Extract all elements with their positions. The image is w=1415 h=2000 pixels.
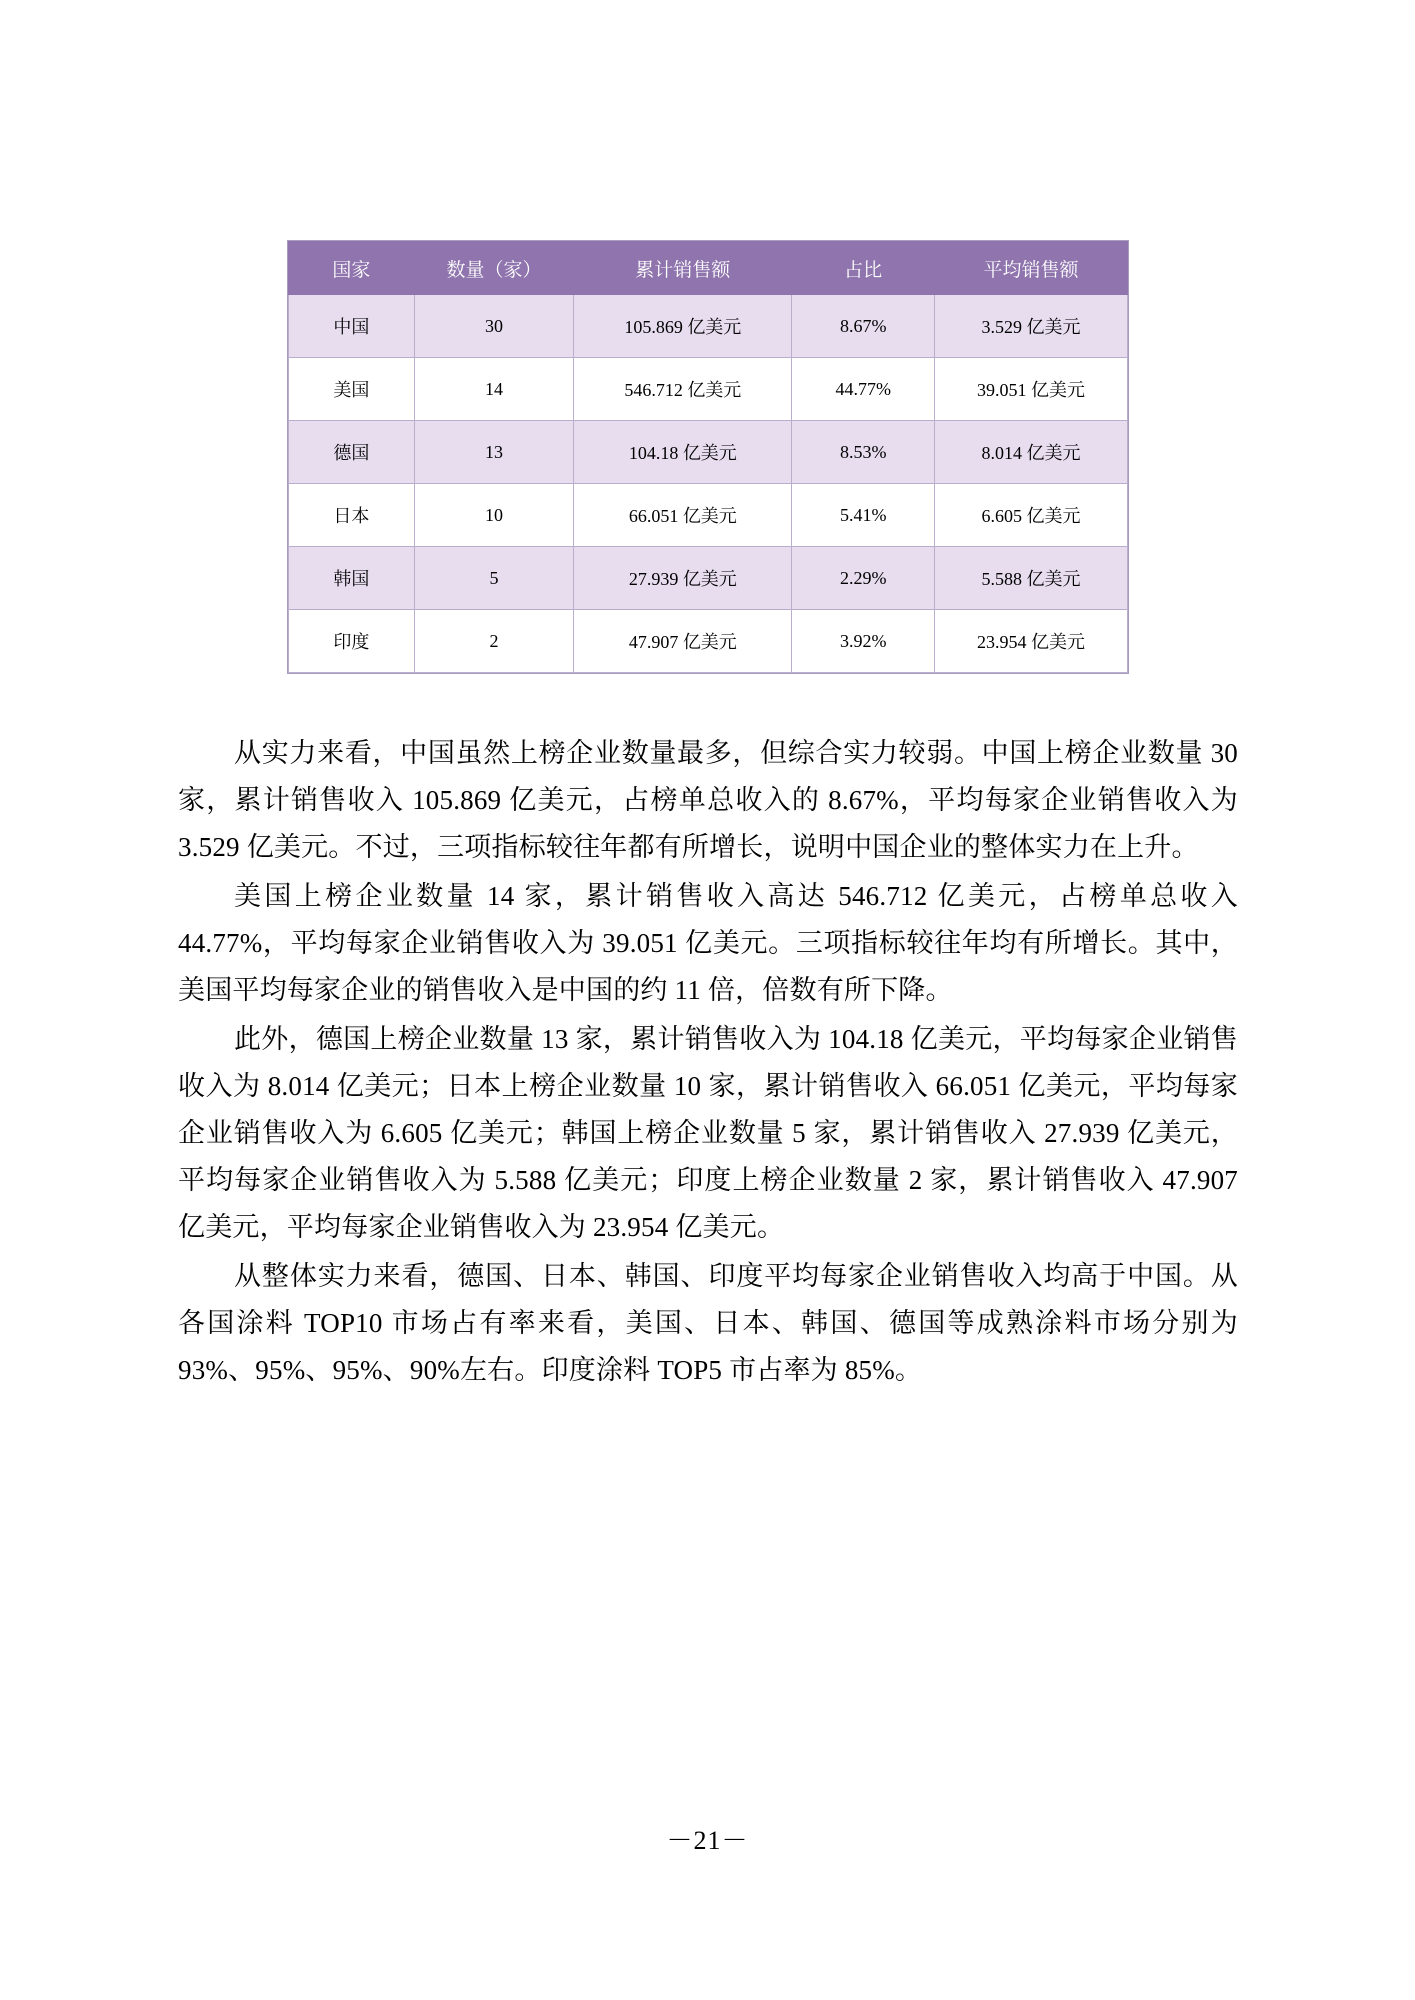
cell-sales: 66.051 亿美元 <box>574 484 792 547</box>
cell-share: 44.77% <box>792 358 935 421</box>
cell-country: 德国 <box>289 421 415 484</box>
table-row <box>289 547 1128 610</box>
paragraph: 此外，德国上榜企业数量 13 家，累计销售收入为 104.18 亿美元，平均每家企业销售收入为 8.014 亿美元；日本上榜企业数量 10 家，累计销售收入 66.051 亿美元，平均每家企业销售收入为 6.605 亿美元；韩国上榜企业数量 5 家，累计销售收入 27.939 亿美元，平均每家企业销售收入为 5.588 亿美元；印度上榜企业数量 2 家，累计销售收入 47.907 亿美元，平均每家企业销售收入为 23.954 亿美元。 <box>178 1024 1238 1242</box>
table-row <box>289 421 1128 484</box>
cell-average: 3.529 亿美元 <box>935 295 1128 358</box>
table-header-sales: 累计销售额 <box>574 242 792 295</box>
cell-average: 6.605 亿美元 <box>935 484 1128 547</box>
cell-share: 3.92% <box>792 610 935 673</box>
cell-count: 30 <box>414 295 573 358</box>
cell-share: 2.29% <box>792 547 935 610</box>
table-row <box>289 358 1128 421</box>
table-row <box>289 295 1128 358</box>
cell-share: 5.41% <box>792 484 935 547</box>
cell-average: 23.954 亿美元 <box>935 610 1128 673</box>
table-header-share: 占比 <box>792 242 935 295</box>
table-header-average: 平均销售额 <box>935 242 1128 295</box>
paragraph: 从整体实力来看，德国、日本、韩国、印度平均每家企业销售收入均高于中国。从各国涂料 TOP10 市场占有率来看，美国、日本、韩国、德国等成熟涂料市场分别为 93%、95%、95%、90%左右。印度涂料 TOP5 市占率为 85%。 <box>178 1261 1238 1385</box>
cell-country: 美国 <box>289 358 415 421</box>
cell-average: 39.051 亿美元 <box>935 358 1128 421</box>
cell-sales: 47.907 亿美元 <box>574 610 792 673</box>
paragraph: 美国上榜企业数量 14 家，累计销售收入高达 546.712 亿美元，占榜单总收入 44.77%，平均每家企业销售收入为 39.051 亿美元。三项指标较往年均有所增长。其中，美国平均每家企业的销售收入是中国的约 11 倍，倍数有所下降。 <box>178 881 1238 1005</box>
table-header-row <box>289 242 1128 295</box>
cell-average: 5.588 亿美元 <box>935 547 1128 610</box>
cell-count: 2 <box>414 610 573 673</box>
cell-count: 10 <box>414 484 573 547</box>
cell-average: 8.014 亿美元 <box>935 421 1128 484</box>
cell-sales: 27.939 亿美元 <box>574 547 792 610</box>
cell-sales: 104.18 亿美元 <box>574 421 792 484</box>
page-number: －21－ <box>666 1826 749 1855</box>
cell-count: 14 <box>414 358 573 421</box>
table-row <box>289 610 1128 673</box>
table-header-country: 国家 <box>289 242 415 295</box>
cell-sales: 105.869 亿美元 <box>574 295 792 358</box>
cell-count: 13 <box>414 421 573 484</box>
cell-count: 5 <box>414 547 573 610</box>
table-row <box>289 484 1128 547</box>
cell-share: 8.53% <box>792 421 935 484</box>
page-content <box>178 240 1238 1394</box>
cell-country: 韩国 <box>289 547 415 610</box>
country-sales-table <box>287 240 1129 674</box>
cell-country: 日本 <box>289 484 415 547</box>
cell-country: 印度 <box>289 610 415 673</box>
paragraph: 从实力来看，中国虽然上榜企业数量最多，但综合实力较弱。中国上榜企业数量 30 家，累计销售收入 105.869 亿美元，占榜单总收入的 8.67%，平均每家企业销售收入为 3.529 亿美元。不过，三项指标较往年都有所增长，说明中国企业的整体实力在上升。 <box>178 738 1238 862</box>
cell-country: 中国 <box>289 295 415 358</box>
cell-sales: 546.712 亿美元 <box>574 358 792 421</box>
cell-share: 8.67% <box>792 295 935 358</box>
body-text <box>178 730 1238 1394</box>
table-header-count: 数量（家） <box>414 242 573 295</box>
